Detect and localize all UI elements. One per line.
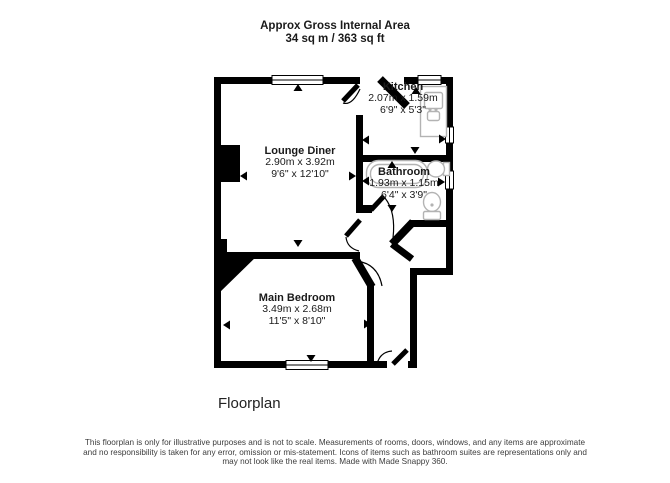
room-label-kitchen: [343, 81, 463, 116]
room-dimensions-imperial: 11'5" x 8'10": [268, 314, 326, 327]
room-dimensions-metric: 2.90m x 3.92m: [265, 156, 335, 168]
room-dimensions-metric: 1.93m x 1.15m: [369, 177, 439, 189]
gross-internal-area-title: Approx Gross Internal Area: [260, 20, 410, 32]
disclaimer-line-3: may not look like the real items. Made with Made Snappy 360.: [222, 457, 448, 466]
room-dimensions-metric: 2.07m x 1.59m: [368, 92, 438, 104]
room-dimensions-metric: 3.49m x 2.68m: [262, 303, 332, 315]
disclaimer-text: [0, 438, 670, 467]
bathroom-door-icon: [371, 196, 394, 238]
window-bedroom-icon: [286, 361, 328, 370]
room-name: Lounge Diner: [264, 145, 336, 157]
room-dimensions-imperial: 6'4" x 3'9": [381, 188, 427, 201]
room-name: Bathroom: [378, 166, 430, 178]
bedroom-chamfer-corner: [218, 255, 258, 294]
room-dimensions-imperial: 9'6" x 12'10": [271, 167, 329, 180]
gross-internal-area-value: 34 sq m / 363 sq ft: [285, 33, 385, 45]
disclaimer-line-2: and no responsibility is taken for any error, omission or mis-statement. Icons of items such as bathroom suites are representations only and: [83, 447, 587, 457]
room-label-main-bedroom: [217, 292, 377, 327]
room-label-bathroom: [344, 166, 464, 201]
window-lounge-icon: [272, 76, 323, 85]
room-name: Main Bedroom: [258, 292, 336, 304]
room-dimensions-imperial: 6'9" x 5'3": [380, 103, 426, 116]
disclaimer-line-1: This floorplan is only for illustrative purposes and is not to scale. Measurements of rooms, doors, windows, and any items are approximate: [84, 438, 586, 447]
lounge-door-icon: [346, 220, 360, 251]
floorplan-caption: Floorplan: [218, 395, 281, 412]
room-name: Kitchen: [382, 81, 424, 93]
